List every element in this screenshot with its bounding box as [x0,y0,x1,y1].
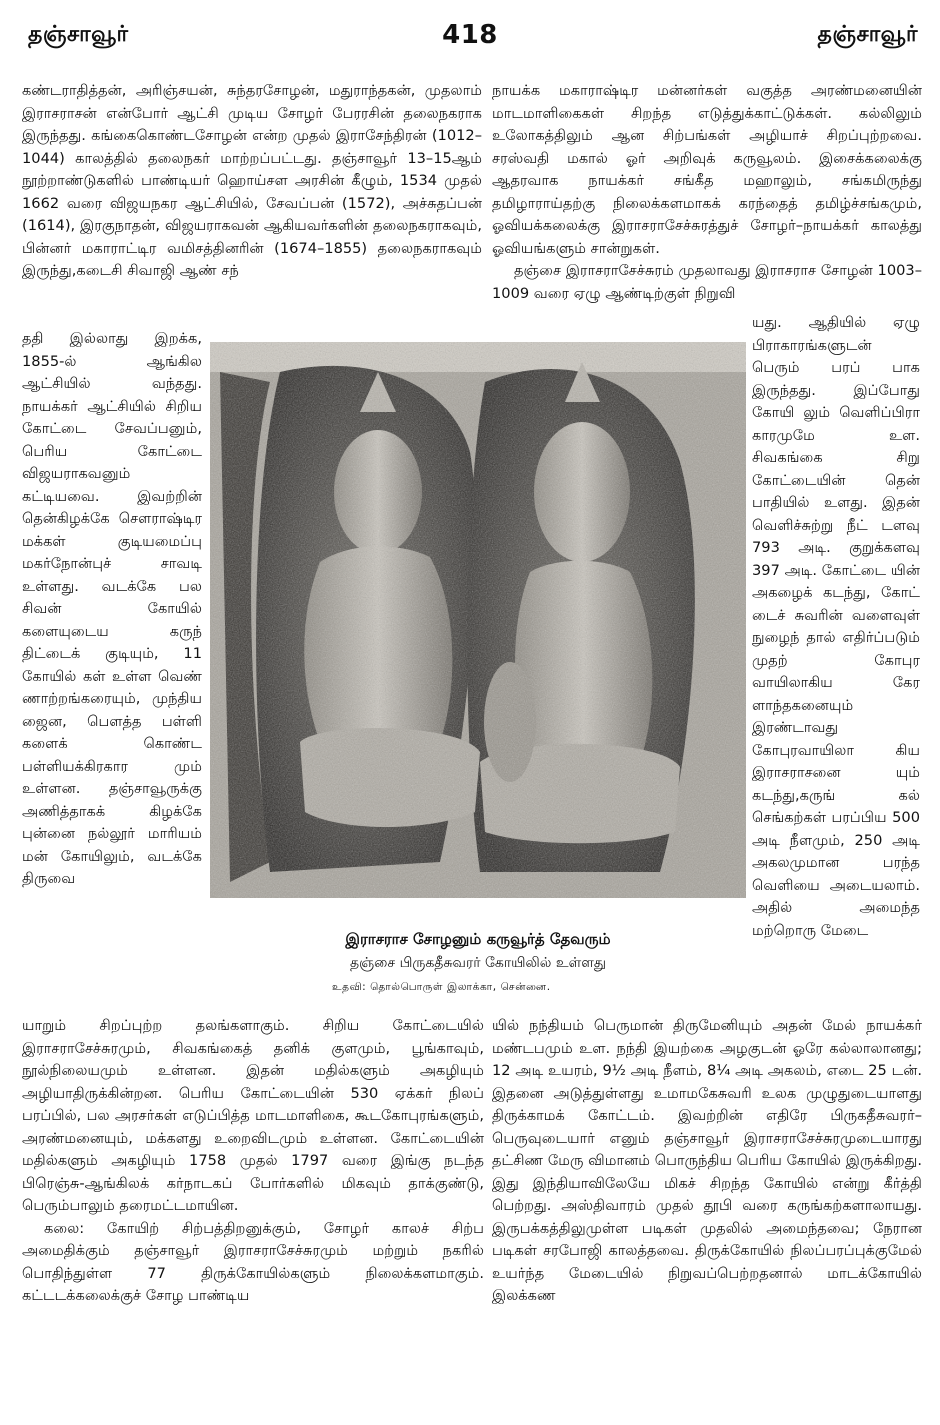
paragraph: யாறும் சிறப்புற்ற தலங்களாகும். சிறிய கோட்டையில் இராசராசேச்சுரமும், சிவகங்கைத் தனிக் குளமும், பூங்காவும், நூல்நிலையமும் உள்ளன. இதன் மதில்களும் அகழியும் அழியாதிருக்கின்றன. பெரிய கோட்டையின் 530 ஏக்கர் நிலப் பரப்பில், பல அரசர்கள் எடுப்பித்த மாடமாளிகை, கூடகோபுரங்களும், அரண்மனையும், மக்களது உறைவிடமும் உள்ளன. கோட்டையின் மதில்களும் அகழியும் 1758 முதல் 1797 வரை இங்கு நடந்த பிரெஞ்சு-ஆங்கிலக் கர்நாடகப் போர்களில் மிகவும் தாக்குண்டு, பெரும்பாலும் தரைமட்டமாயின. [22,1017,484,1214]
article-column-top-left [22,80,482,325]
paragraph: யது. ஆதியில் ஏழு பிராகாரங்களுடன் பெரும் பரப் பாக இருந்தது. இப்போது கோயி லும் வெளிப்பிரா காரமுமே உள. சிவகங்கை சிறு கோட்டையின் தென் பாதியில் உளது. இதன் வெளிச்சுற்று நீட் டளவு 793 அடி. குறுக்களவு 397 அடி. கோட்டை யின் அகழைக் கடந்து, கோட் டைச் சுவரின் வளைவுள் நுழைந் தால் எதிர்ப்படும் முதற் கோபுர வாயிலாகிய கேர ளாந்தகனையும் இரண்டாவது கோபுரவாயிலா கிய இராசராசனை யும் கடந்து,கருங் கல் செங்கற்கள் பரப்பிய 500 அடி நீளமும், 250 அடி அகலமுமான பரந்த வெளியை அடையலாம். அதில் அமைந்த மற்றொரு மேடை [752,314,920,939]
article-column-bottom-left [22,1015,484,1415]
figure-caption-title: இராசராச சோழனும் கருவூர்த் தேவரும் [345,930,611,948]
paragraph: தஞ்சை இராசராசேச்சுரம் முதலாவது இராசராச சோழன் 1003–1009 வரை ஏழு ஆண்டிற்குள் நிறுவி [492,262,922,302]
paragraph: கலை: கோயிற் சிற்பத்திறனுக்கும், சோழர் காலச் சிற்ப அமைதிக்கும் தஞ்சாவூர் இராசராசேச்சுரமும் மற்றும் நகரில் பொதிந்துள்ள 77 திருக்கோயில்களும் நிலைக்களமாகும். கட்டடக்கலைக்குச் சோழ பாண்டிய [22,1219,484,1304]
paragraph: கண்டராதித்தன், அரிஞ்சயன், சுந்தரசோழன், மதுராந்தகன், முதலாம் இராசராசன் என்போர் ஆட்சி முடிய சோழர் பேரரசின் தலைநகராக இருந்தது. கங்கைகொண்டசோழன் என்ற முதல் இராசேந்திரன் (1012–1044) காலத்தில் தலைநகர் மாற்றப்பட்டது. தஞ்சாவூர் 13–15ஆம் நூற்றாண்டுகளில் பாண்டியர் ஹொய்சள அரசின் கீழும், 1534 முதல் 1662 வரை விஜயநகர ஆட்சியில், சேவப்பன் (1572), அச்சுதப்பன் (1614), இரகுநாதன், விஜயராகவன் ஆகியவர்களின் தலைநகராகவும், பின்னர் மகாராட்டிர வமிசத்தினரின் (1674–1855) தலைநகராகவும் இருந்து,கடைசி சிவாஜி ஆண் சந் [22,82,482,279]
figure-caption-subtitle: தஞ்சை பிருகதீசுவரர் கோயிலில் உள்ளது [350,955,606,971]
running-head-left: தஞ்சாவூர் [28,22,129,47]
paragraph: யில் நந்தியம் பெருமான் திருமேனியும் அதன் மேல் நாயக்கர் மண்டபமும் உள. நந்தி இயற்கை அழகுடன் ஓரே கல்லாலானது; 12 அடி உயரம், 9½ அடி நீளம், 8¼ அடி அகலம், எடை 25 டன். இதனை அடுத்துள்ளது உமாமகேசுவரி உலக முழுதுடையாளது திருக்காமக் கோட்டம். இவற்றின் எதிரே பிருகதீசுவரர்–பெருவுடையார் எனும் தஞ்சாவூர் இராசராசேச்சுரமுடையாரது தட்சிண மேரு விமானம் பொருந்திய பெரிய கோயில் இருக்கிறது. இது இந்தியாவிலேயே மிகச் சிறந்த கோயில் என்று கீர்த்தி பெற்றது. அஸ்திவாரம் முதல் தூபி வரை கருங்கற்களாலாயது. இருபக்கத்திலுமுள்ள படிகள் முதலில் அமைந்தவை; நேரான படிகள் சரபோஜி காலத்தவை. திருக்கோயில் நிலப்பரப்புக்குமேல் உயர்ந்த மேடையில் நிறுவப்பெற்றதனால் மாடக்கோயில் இலக்கண [492,1017,922,1304]
paragraph: ததி இல்லாது இறக்க, 1855-ல் ஆங்கில ஆட்சியில் வந்தது. நாயக்கர் ஆட்சியில் சிறிய கோட்டை சேவப்பனும், பெரிய கோட்டை விஜயராகவனும் கட்டியவை. இவற்றின் தென்கிழக்கே சௌராஷ்டிர மக்கள் குடியமைப்பு மகர்நோன்புச் சாவடி உள்ளது. வடக்கே பல சிவன் கோயில் களையுடைய கருந் திட்டைக் குடியும், 11 கோயில் கள் உள்ள வெண் ணாற்றங்கரையும், முந்திய ஜைன, பௌத்த பள்ளி களைக் கொண்ட பள்ளியக்கிரகார மும் உள்ளன. தஞ்சாவூருக்கு அணித்தாகக் கிழக்கே புன்னை நல்லூர் மாரியம் மன் கோயிலும், வடக்கே திருவை [22,330,202,887]
page-number: 418 [442,20,498,50]
relief-sculpture-image [210,342,746,898]
running-head-right: தஞ்சாவூர் [817,22,918,47]
paragraph: நாயக்க மகாராஷ்டிர மன்னர்கள் வகுத்த அரண்மனையின் மாடமாளிகைகள் சிறந்த எடுத்துக்காட்டுக்கள். கல்லிலும் உலோகத்திலும் ஆன சிற்பங்கள் அழியாச் சிறப்புற்றவை. சரஸ்வதி மகால் ஓர் அறிவுக் கருவூலம். இசைக்கலைக்கு ஆதரவாக நாயக்கர் சங்கீத மஹாலும், சங்கமிருந்து தமிழாராய்தற்கு நிலைக்களமாகக் கரந்தைத் தமிழ்ச்சங்கமும், ஓவியக்கலைக்கு இராசராசேச்சுரத்துச் சோழர்–நாயக்கர் காலத்து ஓவியங்களும் சான்றுகள். [492,82,922,257]
narrow-column-right [752,312,920,1024]
sculpture-photograph [210,342,746,898]
article-column-top-right [492,80,922,310]
figure-credit: உதவி: தொல்பொருள் இலாக்கா, சென்னை. [332,981,551,993]
narrow-column-left [22,328,202,1003]
article-column-bottom-right [492,1015,922,1415]
